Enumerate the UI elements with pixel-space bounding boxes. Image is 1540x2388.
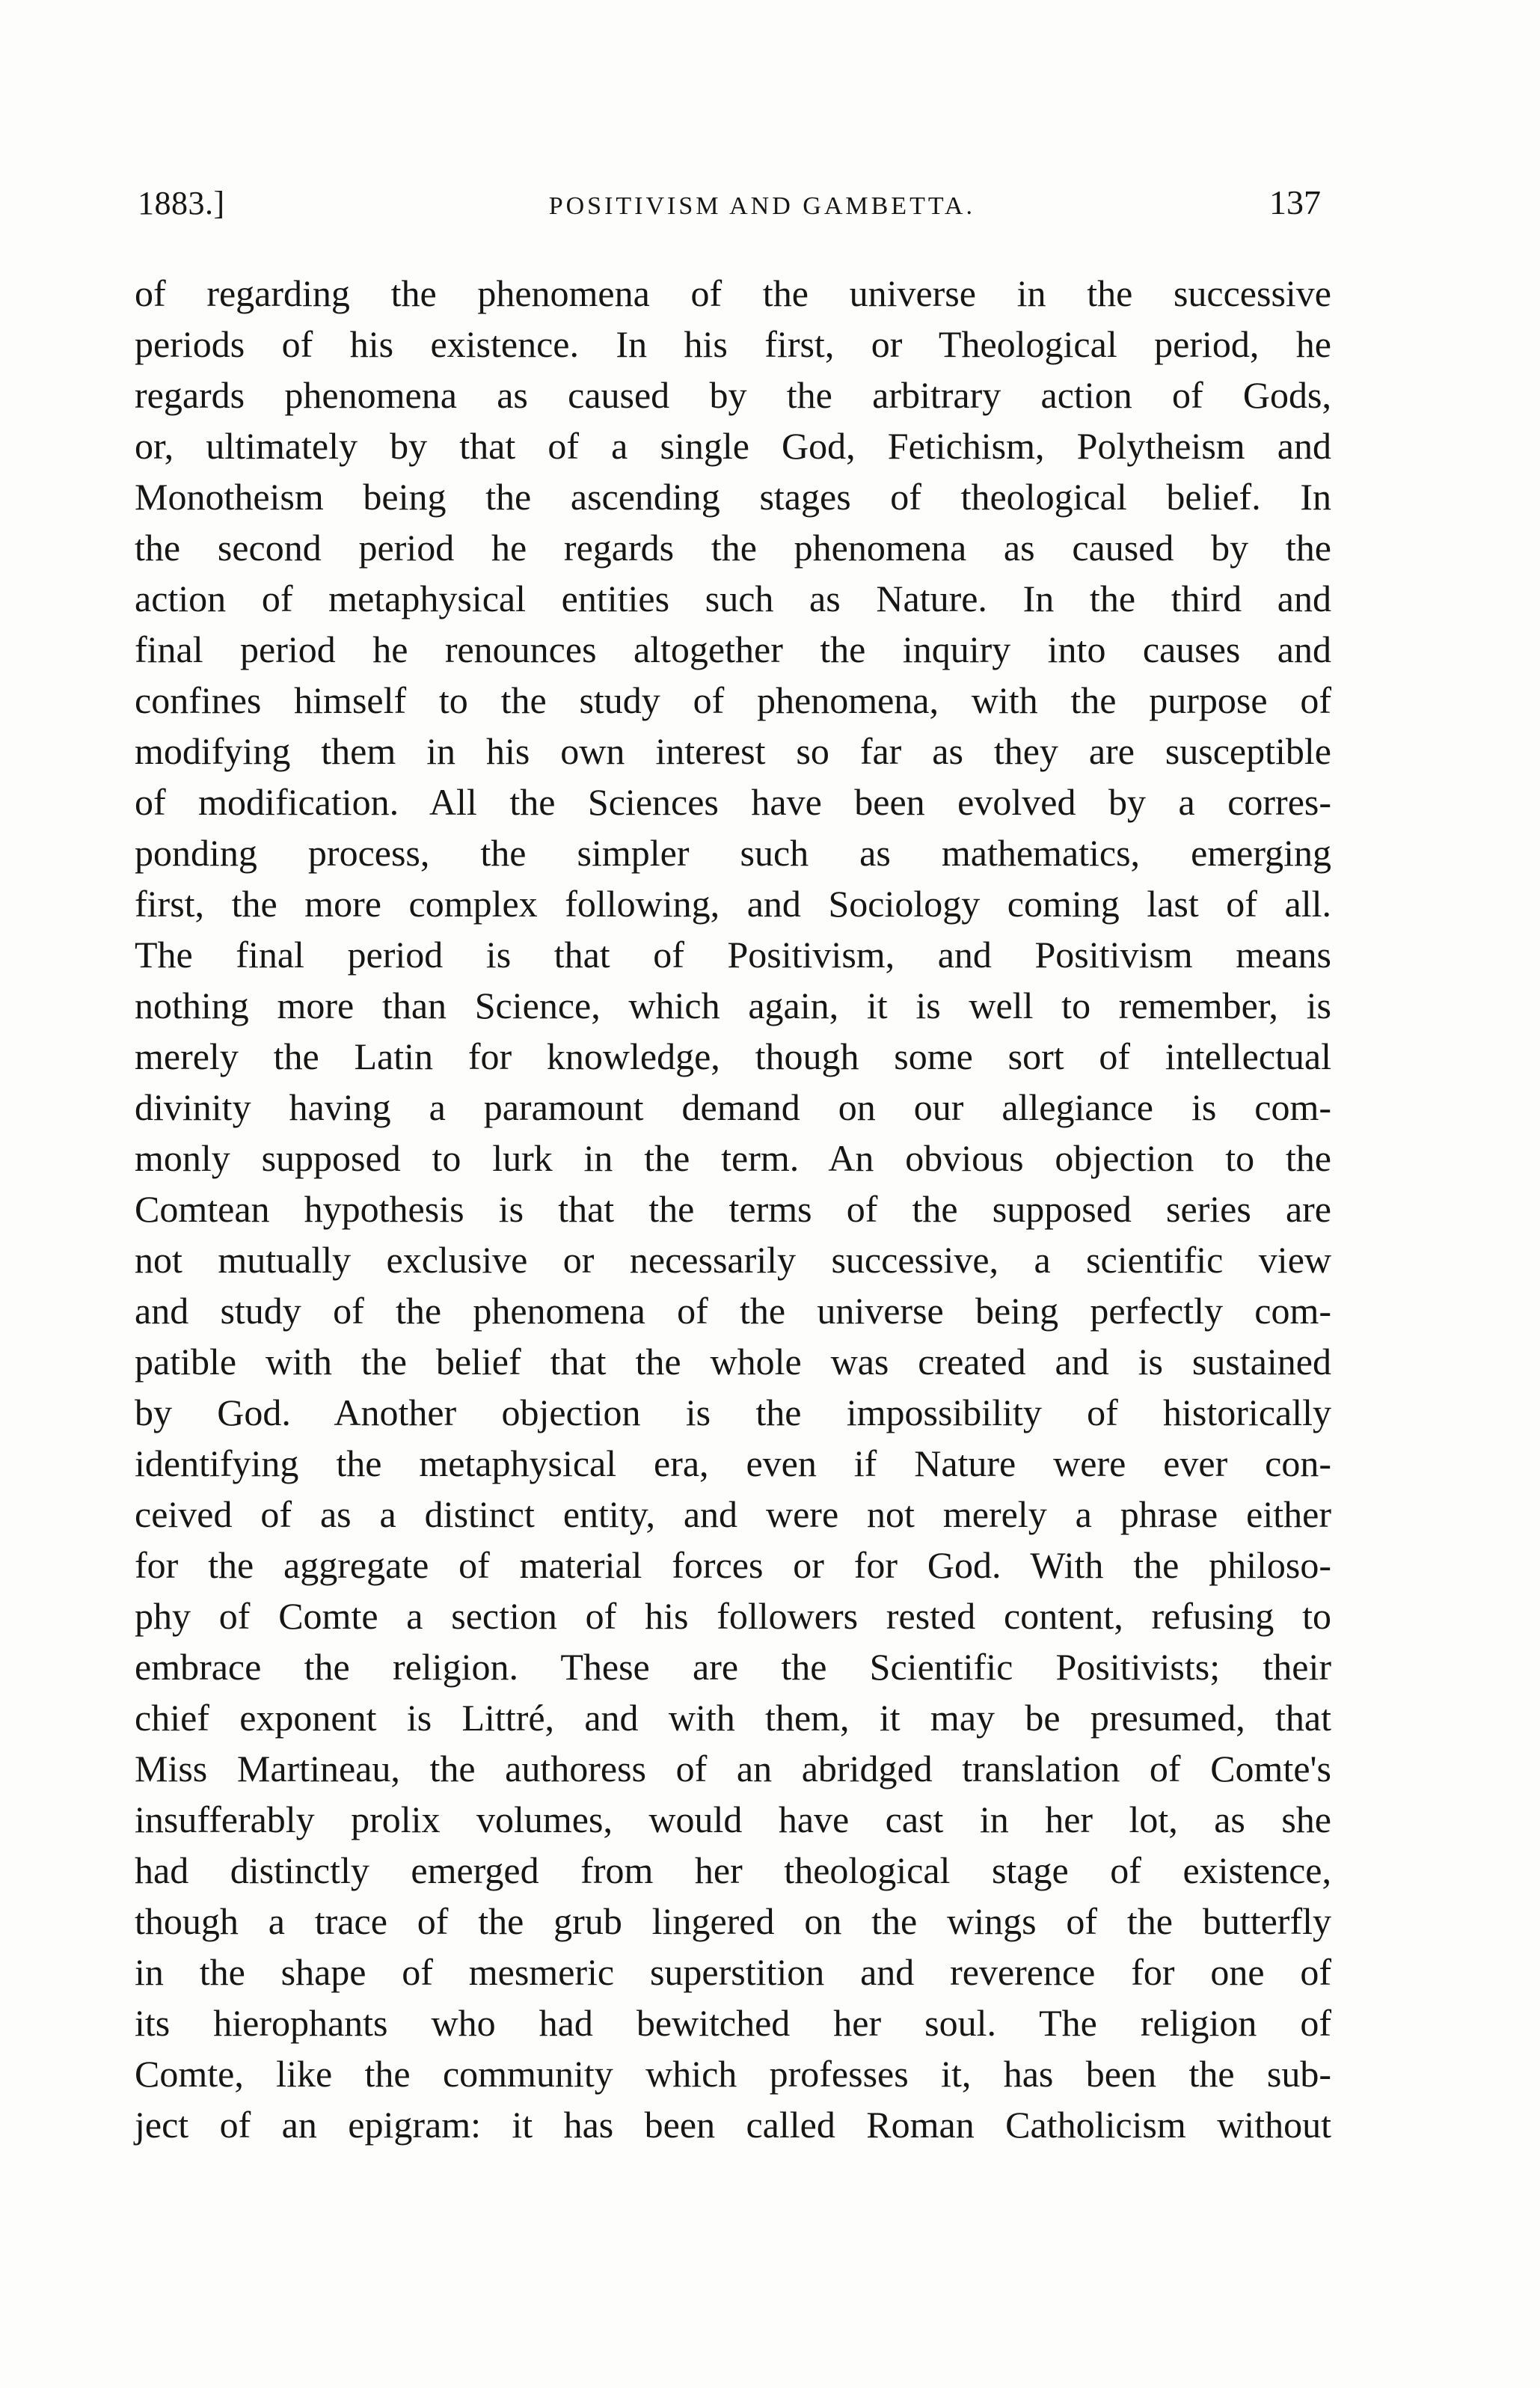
text-line: had distinctly emerged from her theological stage of existence, [135, 1849, 1331, 1891]
text-line: final period he renounces altogether the inquiry into causes and [135, 628, 1331, 670]
text-line: first, the more complex following, and Sociology coming last of all. [135, 883, 1331, 925]
text-line: monly supposed to lurk in the term. An obvious objection to the [135, 1137, 1331, 1179]
text-line: regards phenomena as caused by the arbitrary action of Gods, [135, 374, 1331, 416]
text-line: Comtean hypothesis is that the terms of the supposed series are [135, 1188, 1331, 1230]
text-line: identifying the metaphysical era, even if Nature were ever con- [135, 1442, 1331, 1484]
text-line: for the aggregate of material forces or for God. With the philoso- [135, 1544, 1331, 1586]
text-line: ceived of as a distinct entity, and were not merely a phrase either [135, 1493, 1331, 1535]
text-line: Miss Martineau, the authoress of an abridged translation of Comte's [135, 1748, 1331, 1790]
text-line: merely the Latin for knowledge, though some sort of intellectual [135, 1035, 1331, 1077]
text-line: ject of an epigram: it has been called Roman Catholicism without [135, 2104, 1331, 2146]
running-header [138, 183, 1321, 235]
header-year: 1883.] [138, 185, 225, 221]
text-line: of modification. All the Sciences have been evolved by a corres- [135, 781, 1331, 823]
body-text [135, 268, 1331, 2150]
text-line: chief exponent is Littré, and with them, it may be presumed, that [135, 1697, 1331, 1739]
text-line: Comte, like the community which professes it, has been the sub- [135, 2053, 1331, 2095]
text-line: periods of his existence. In his first, or Theological period, he [135, 323, 1331, 365]
text-line: nothing more than Science, which again, it is well to remember, is [135, 985, 1331, 1026]
text-line: phy of Comte a section of his followers rested content, refusing to [135, 1595, 1331, 1637]
text-line: of regarding the phenomena of the universe in the successive [135, 272, 1331, 314]
text-line: and study of the phenomena of the universe being perfectly com- [135, 1290, 1331, 1332]
text-line: patible with the belief that the whole was created and is sustained [135, 1341, 1331, 1383]
header-title: POSITIVISM AND GAMBETTA. [548, 192, 975, 220]
text-line: Monotheism being the ascending stages of theological belief. In [135, 476, 1331, 518]
text-line: though a trace of the grub lingered on the wings of the butterfly [135, 1900, 1331, 1942]
text-line: or, ultimately by that of a single God, Fetichism, Polytheism and [135, 425, 1331, 467]
text-line: modifying them in his own interest so far as they are susceptible [135, 730, 1331, 772]
text-line: confines himself to the study of phenomena, with the purpose of [135, 679, 1331, 721]
text-line: divinity having a paramount demand on our allegiance is com- [135, 1086, 1331, 1128]
text-line: embrace the religion. These are the Scientific Positivists; their [135, 1646, 1331, 1688]
text-line: by God. Another objection is the impossibility of historically [135, 1392, 1331, 1433]
text-line: the second period he regards the phenomena as caused by the [135, 527, 1331, 569]
page-number: 137 [1269, 183, 1321, 221]
text-line: not mutually exclusive or necessarily successive, a scientific view [135, 1239, 1331, 1281]
text-line: ponding process, the simpler such as mathematics, emerging [135, 832, 1331, 874]
text-line: insufferably prolix volumes, would have cast in her lot, as she [135, 1798, 1331, 1840]
text-line: action of metaphysical entities such as Nature. In the third and [135, 578, 1331, 619]
text-line: The final period is that of Positivism, and Positivism means [135, 934, 1331, 976]
text-line: its hierophants who had bewitched her soul. The religion of [135, 2002, 1331, 2044]
text-line: in the shape of mesmeric superstition and reverence for one of [135, 1951, 1331, 1993]
